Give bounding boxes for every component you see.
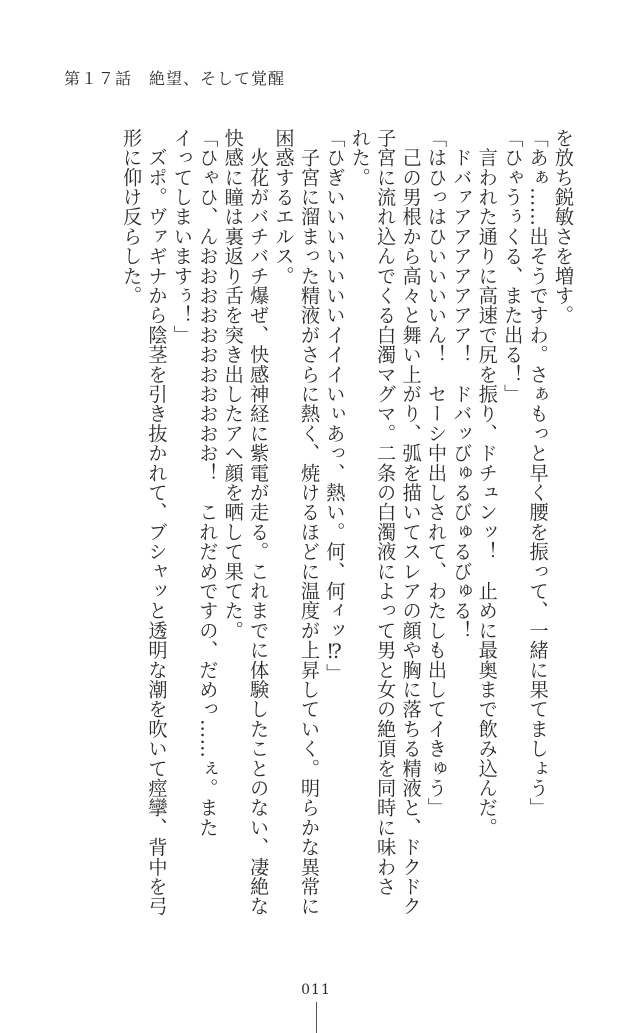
text-line: 己の男根から高々と舞い上がり、弧を描いてスレアの顔や胸に落ちる精液と、ドクドク (399, 128, 423, 916)
text-line: ズポ。ヴァギナから陰茎を引き抜かれて、ブシャッと透明な潮を吹いて痙攣、背中を弓 (145, 128, 169, 917)
text-line: ドバァアアアアアアア！ ドバッびゅるびゅるびゅる！ (450, 128, 474, 641)
text-line: 「あぁ……出そうですわ。さぁもっと早く腰を振って、一緒に果てましょう」 (526, 128, 550, 818)
text-line: 「はひっはひいいいいん！ セーシ中出しされて、わたしも出してイきゅう」 (424, 128, 448, 818)
text-line: 子宮に流れ込んでくる白濁マグマ。二条の白濁液によって男と女の絶頂を同時に味わさ (374, 128, 398, 897)
text-line: 「ひぎいいいいいいいイイイいぃあっ、熱い。何、何ィッ⁉」 (323, 128, 347, 684)
text-line: 「ひゃひ、んおおおおおおおおおおお！ これだめですの、だめっ……ぇ。また (196, 128, 220, 838)
text-line: 形に仰け反らした。 (120, 128, 144, 306)
text-line: 子宮に溜まった精液がさらに熱く、焼けるほどに温度が上昇していく。明らかな異常に (297, 128, 321, 916)
text-line: 困惑するエルス。 (272, 128, 296, 286)
body-text (56, 128, 576, 917)
text-line: れた。 (348, 128, 372, 188)
text-line: 言われた通りに高速で尻を振り、ドチュンッ！ 止めに最奥まで飲み込んだ。 (475, 128, 499, 838)
text-line: 「ひゃうぅくる、また出る！」 (501, 128, 525, 404)
text-line: 火花がバチバチ爆ぜ、快感神経に紫電が走る。これまでに体験したことのない、凄絶な (247, 128, 271, 916)
page-number-rule (316, 1002, 317, 1033)
chapter-title: 第１７話 絶望、そして覚醒 (64, 69, 286, 88)
page-number: 011 (301, 982, 331, 998)
text-line: イってしまいますぅ！」 (170, 128, 194, 345)
text-line: を放ち鋭敏さを増す。 (552, 128, 575, 325)
text-line: 快感に瞳は裏返り舌を突き出したアヘ顔を晒して果てた。 (221, 128, 245, 641)
